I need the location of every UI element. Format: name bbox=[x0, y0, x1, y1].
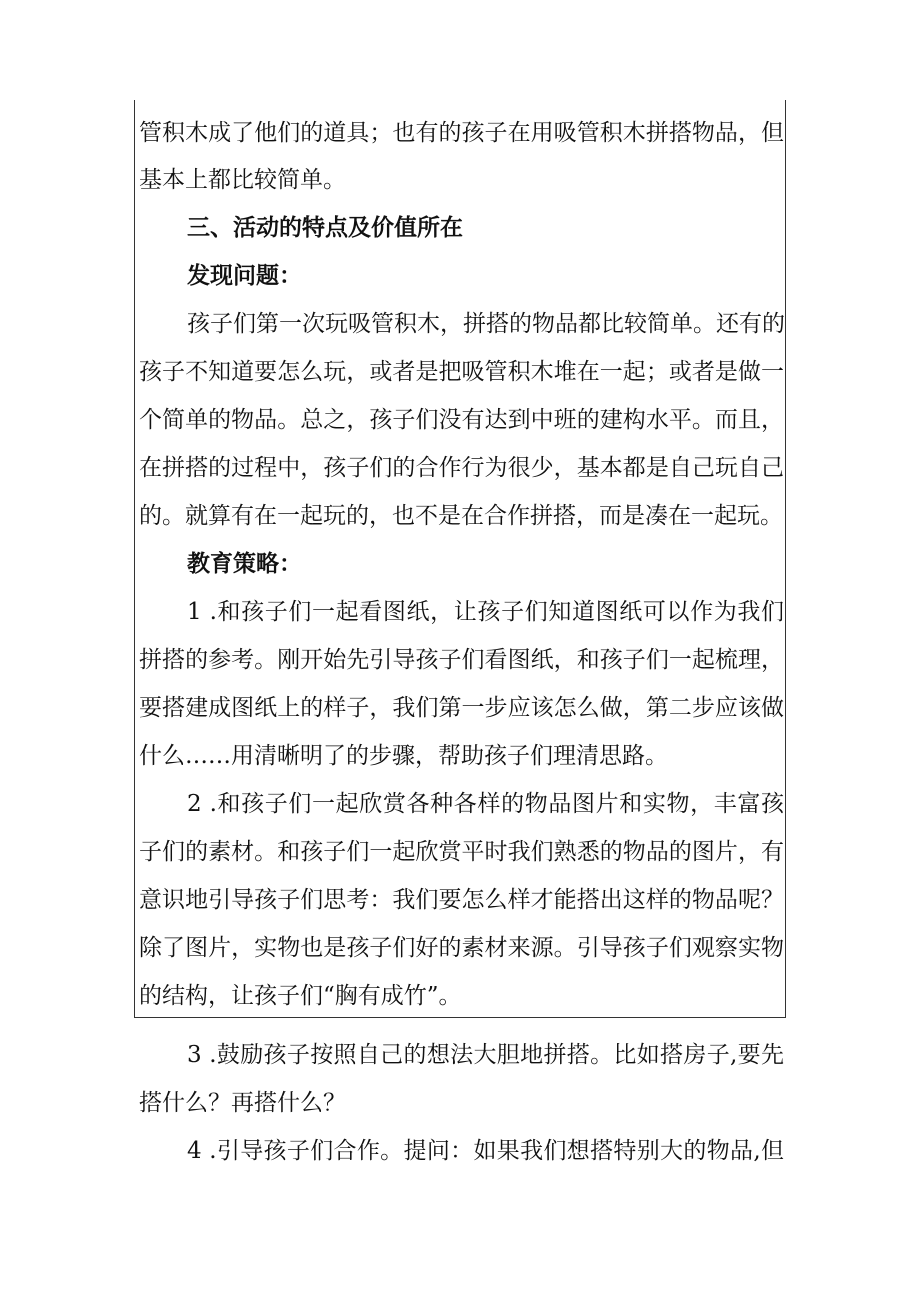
body-text-line: 搭什么？再搭什么？ bbox=[139, 1090, 346, 1116]
body-text-line: 在拼搭的过程中，孩子们的合作行为很少，基本都是自己玩自己 bbox=[139, 455, 784, 481]
body-text-line: 2 .和孩子们一起欣赏各种各样的物品图片和实物，丰富孩 bbox=[187, 791, 784, 817]
body-text-line: 的。就算有在一起玩的，也不是在合作拼搭，而是凑在一起玩。 bbox=[139, 503, 783, 529]
body-text-line: 4 .引导孩子们合作。提问：如果我们想搭特别大的物品,但 bbox=[187, 1138, 784, 1164]
body-text-line: 基本上都比较简单。 bbox=[139, 167, 346, 193]
body-text-line: 意识地引导孩子们思考：我们要怎么样才能搭出这样的物品呢？ bbox=[139, 887, 784, 913]
body-text-line: 除了图片，实物也是孩子们好的素材来源。引导孩子们观察实物 bbox=[139, 935, 784, 961]
body-text-line: 个简单的物品。总之，孩子们没有达到中班的建构水平。而且， bbox=[139, 407, 784, 433]
section-heading: 三、活动的特点及价值所在 bbox=[187, 214, 463, 241]
body-text-line: 要搭建成图纸上的样子，我们第一步应该怎么做，第二步应该做 bbox=[139, 695, 784, 721]
body-text-line: 的结构，让孩子们“胸有成竹”。 bbox=[139, 983, 462, 1009]
subheading-strategy: 教育策略： bbox=[187, 550, 302, 577]
body-text-line: 拼搭的参考。刚开始先引导孩子们看图纸，和孩子们一起梳理， bbox=[139, 647, 784, 673]
body-text-line: 1 .和孩子们一起看图纸，让孩子们知道图纸可以作为我们 bbox=[187, 599, 784, 625]
body-text-line: 孩子们第一次玩吸管积木，拼搭的物品都比较简单。还有的 bbox=[187, 311, 785, 337]
body-text-line: 3 .鼓励孩子按照自己的想法大胆地拼搭。比如搭房子,要先 bbox=[187, 1042, 784, 1068]
body-text-line: 什么……用清晰明了的步骤，帮助孩子们理清思路。 bbox=[139, 743, 668, 769]
body-text-line: 孩子不知道要怎么玩，或者是把吸管积木堆在一起；或者是做一 bbox=[139, 359, 784, 385]
subheading-find-problem: 发现问题： bbox=[187, 262, 302, 289]
body-text-line: 子们的素材。和孩子们一起欣赏平时我们熟悉的物品的图片，有 bbox=[139, 839, 784, 865]
body-text-line: 管积木成了他们的道具；也有的孩子在用吸管积木拼搭物品，但 bbox=[139, 120, 784, 146]
